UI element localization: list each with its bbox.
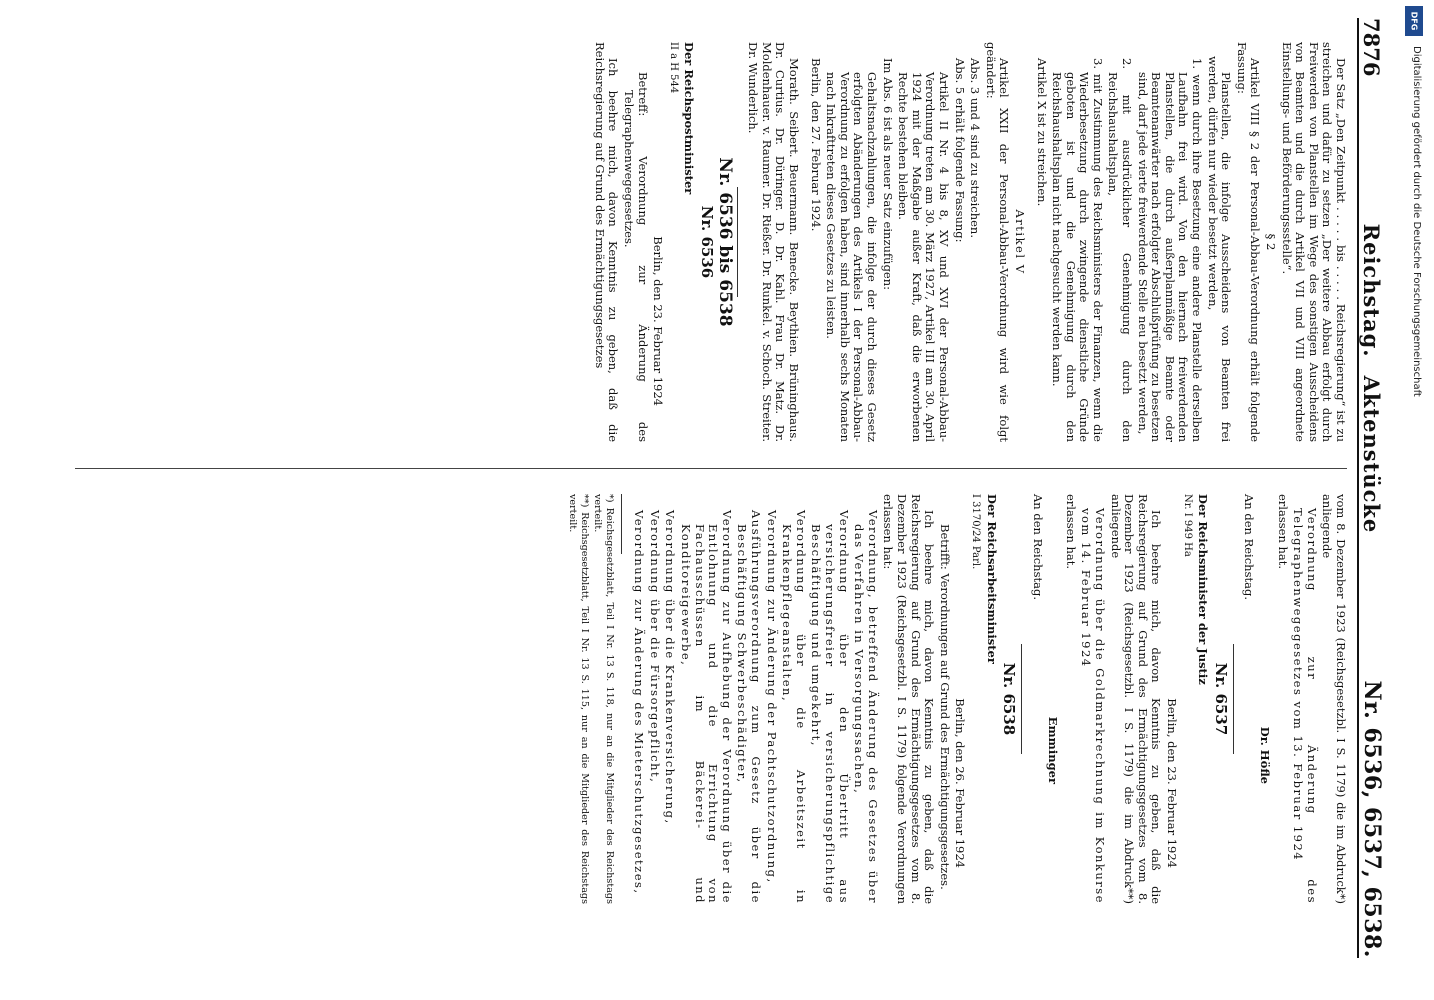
divider	[737, 187, 738, 297]
subject-line: Betrifft: Verordnungen auf Grund des Ermächtigungsgesetzes.	[937, 524, 952, 890]
section-range-heading: Nr. 6536 bis 6538	[714, 157, 735, 327]
reference-number: Nr. I 949 Ha	[1181, 494, 1193, 557]
header-titles	[1359, 224, 1384, 534]
list-item: Ausführungsverordnung zum Gesetz über die Beschäftigung Schwerbeschädigter,	[735, 510, 764, 904]
subject-line: Betreff: Verordnung zur Änderung des Telegraphenwegegesetzes.	[622, 72, 650, 442]
divider	[1021, 644, 1022, 754]
paragraph: Abs. 5 erhält folgende Fassung:	[952, 58, 967, 243]
page-header	[1357, 18, 1395, 958]
digitization-note: Digitalisierung gefördert durch die Deutsche Forschungsgemeinschaft	[1411, 46, 1422, 397]
signature: Emminger	[1046, 716, 1061, 784]
header-right-title: Aktenstücke	[1359, 375, 1384, 534]
paragraph: Artikel X ist zu streichen.	[1034, 58, 1049, 207]
list-item: Verordnung über den Übertritt aus versicherungsfreier in versicherungspflichtige Beschäftigung und umgekehrt,	[809, 510, 851, 904]
paragraph: Gehaltsnachzahlungen, die infolge der durch dieses Gesetz erfolgten Abänderungen des Artikels I der Personal-Abbau-Verordnung zu erfolgen haben, sind innerhalb sechs Monaten nach Inkrafttreten dieses Gesetzes zu leisten.	[824, 72, 879, 442]
date-line: Berlin, den 23. Februar 1924	[1165, 698, 1180, 868]
paragraph: Ich beehre mich, davon Kenntnis zu geben, daß die Reichsregierung auf Grund des Ermächtigungsgesetzes vom 8. Dezember 1923 (Reichsgesetzbl. I S. 1179) folgende Verordnungen erlassen hat:	[881, 494, 937, 904]
document-number-heading: Nr. 6537	[1211, 662, 1230, 736]
page-number: 7876	[1359, 18, 1384, 77]
paragraph: Planstellen, die infolge Ausscheidens von Beamten frei werden, dürfen nur wieder besetzt werden,	[1205, 56, 1234, 442]
list-item: Verordnung über die Krankenversicherung,	[663, 510, 678, 825]
ministry-name: Der Reichsminister der Justiz	[1196, 494, 1211, 685]
decree-title: Verordnung zur Änderung des Telegraphenwegegesetzes vom 13. Februar 1924	[1291, 508, 1319, 904]
list-item: Verordnung zur Änderung des Mieterschutzgesetzes,	[632, 510, 647, 895]
header-left-title: Reichstag.	[1359, 223, 1384, 358]
paragraph: Der Satz „Den Zeitpunkt . . . . . bis . . . . . Reichsregierung“ ist zu streichen und dafür zu setzen „Der weitere Abbau erfolgt durch Freiwerden von Planstellen im Wege des sonstigen Ausscheidens von Beamten und die durch Artikel VII und VIII angeordnete Einstellungs- und Beförderungssstelle“.	[1279, 42, 1348, 442]
list-item: Verordnung zur Änderung der Pachtschutzordnung,	[764, 510, 779, 884]
paragraph: Artikel XXII der Personal-Abbau-Verordnung wird wie folgt geändert:	[983, 42, 1012, 442]
paragraph: Abs. 3 und 4 sind zu streichen.	[968, 58, 983, 238]
footnote-rule	[621, 494, 622, 554]
paragraph: erlassen hat.	[1063, 494, 1078, 570]
reference-number: II a H 544	[667, 42, 679, 94]
right-column	[65, 494, 1347, 904]
column-rule	[75, 468, 1347, 469]
list-item: Verordnung über die Arbeitszeit in Krankenpflegeanstalten,	[780, 510, 808, 904]
document-page	[65, 8, 1395, 968]
ministry-name: Der Reichspostminister	[682, 42, 697, 195]
paragraph: Im Abs. 6 ist als neuer Satz einzufügen:	[880, 58, 895, 291]
divider	[1233, 644, 1234, 754]
ministry-name: Der Reichsarbeitsminister	[984, 494, 999, 664]
header-document-numbers: Nr. 6536, 6537, 6538.	[1359, 680, 1385, 958]
paragraph: Ich beehre mich, davon Kenntnis zu geben, daß die Reichsregierung auf Grund des Ermächtigungsgesetzes	[592, 42, 621, 442]
addressee: An den Reichstag.	[1242, 494, 1257, 600]
footnote: **) Reichsgesetzblatt, Teil I Nr. 13 S. 115, nur an die Mitglieder des Reichstags verteilt.	[567, 494, 590, 904]
paragraph: Ich beehre mich, davon Kenntnis zu geben, daß die Reichsregierung auf Grund des Ermächtigungsgesetzes vom 8. Dezember 1923 (Reichsgesetzbl. I S. 1179) die im Abdruck**) anliegende	[1108, 494, 1164, 904]
list-item: Verordnung zur Aufhebung der Verordnung über die Entlohnung und die Errichtung von Fachausschüssen im Bäckerei- und Konditoreigewerbe,	[679, 510, 734, 904]
paragraph: vom 8. Dezember 1923 (Reichsgesetzbl. I S. 1179) die im Abdruck*) anliegende	[1320, 494, 1348, 904]
list-item: Verordnung über die Fürsorgepflicht,	[647, 510, 662, 784]
footnote: *) Reichsgesetzblatt, Teil I Nr. 13 S. 118, nur an die Mitglieder des Reichstags verteilt.	[592, 494, 615, 904]
document-number-heading: Nr. 6538	[1000, 662, 1019, 736]
section-sign: § 2	[1264, 233, 1279, 251]
date-line: Berlin, den 27. Februar 1924.	[808, 58, 823, 232]
date-line: Berlin, den 23. Februar 1924	[651, 236, 666, 406]
list-item: Verordnung, betreffend Änderung des Gesetzes über das Verfahren in Versorgungssachen,	[852, 510, 880, 904]
paragraph: Artikel VIII § 2 der Personal-Abbau-Verordnung erhält folgende Fassung:	[1234, 42, 1263, 442]
list-item: 2. mit ausdrücklicher Genehmigung durch den Reichshaushaltsplan,	[1106, 58, 1135, 442]
list-item: 1. wenn durch ihre Besetzung eine andere Planstelle derselben Laufbahn frei wird. Von den hiernach freiwerdenden Planstellen, die durch außerplanmäßige Beamte oder Beamtenanwärter nach erfolgter Abschlußprüfung zu besetzen sind, darf jede vierte freiwerdende Stelle neu besetzt werden,	[1135, 58, 1205, 442]
paragraph: erlassen hat.	[1275, 494, 1290, 570]
left-column	[65, 42, 1347, 442]
signatories: Morath. Seibert. Beuermann. Benecke. Beythien. Brüninghaus. Dr. Curtius. Dr. Düringer. D. Dr. Kahl. Frau Dr. Matz. Dr. Moldenhauer. v. Raumer. Dr. Rießer. Dr. Runkel. v. Schoch. Streiter. Dr. Wunderlich.	[746, 42, 802, 442]
addressee: An den Reichstag.	[1030, 494, 1045, 600]
signature: Dr. Höfle	[1258, 726, 1273, 784]
reference-number: I 3170/24 Parl.	[969, 494, 981, 570]
list-item: 3. mit Zustimmung des Reichsministers der Finanzen, wenn die Wiederbesetzung durch zwingende dienstliche Gründe geboten ist und die Genehmigung durch den Reichshaushaltsplan nicht nachgesucht werden kann.	[1050, 58, 1105, 442]
article-heading: Artikel V	[1012, 209, 1027, 275]
date-line: Berlin, den 26. Februar 1924	[953, 698, 968, 868]
document-number-heading: Nr. 6536	[698, 205, 717, 279]
paragraph: Artikel II Nr. 4 bis 8, XV und XVI der Personal-Abbau-Verordnung treten am 30. März 1927, Artikel III am 30. April 1924 mit der Maßgabe außer Kraft, daß die erworbenen Rechte bestehen bleiben.	[896, 72, 951, 442]
dfg-logo: DFG	[1405, 6, 1423, 36]
digitization-margin	[1402, 6, 1428, 992]
decree-title: Verordnung über die Goldmarkrechnung im Konkurse vom 14. Februar 1924	[1079, 508, 1108, 904]
